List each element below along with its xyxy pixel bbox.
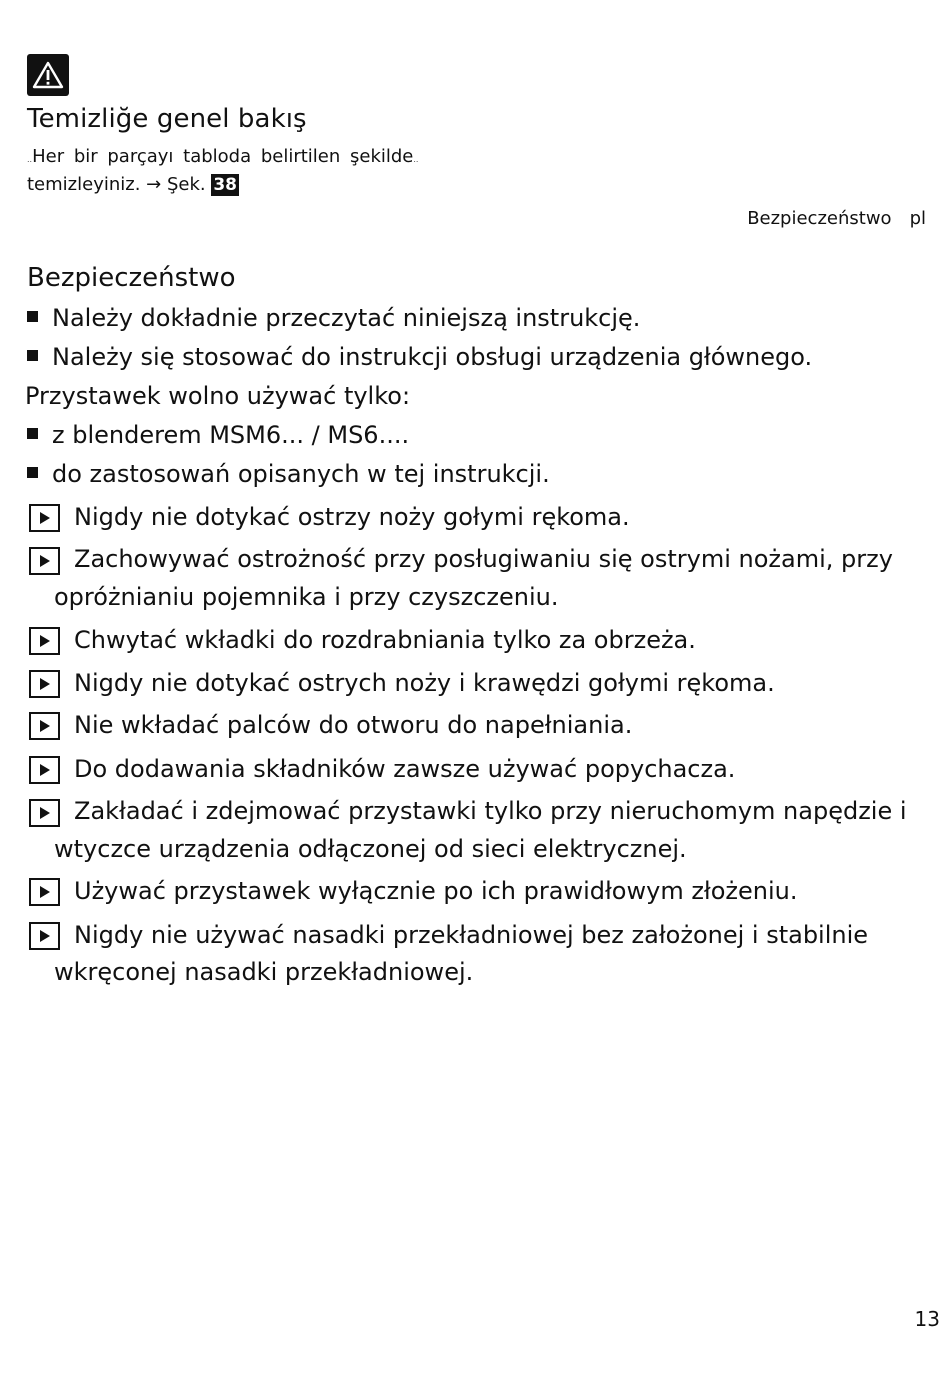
warning-item: Używać przystawek wyłącznie po ich prawidłowym złożeniu. <box>74 877 798 905</box>
play-arrow-icon <box>29 878 60 906</box>
warning-item: Do dodawania składników zawsze używać popychacza. <box>74 755 736 783</box>
warning-item: Nigdy nie używać nasadki przekładniowej bez założonej i stabilnie <box>74 921 869 949</box>
page-number: 13 <box>914 1307 940 1331</box>
tr-section-title: Temizliğe genel bakış <box>27 104 307 134</box>
play-arrow-icon <box>29 756 60 784</box>
play-arrow-icon <box>29 670 60 698</box>
figure-ref-badge: 38 <box>213 175 237 195</box>
bullet-item: Należy dokładnie przeczytać niniejszą instrukcję. <box>27 304 640 332</box>
running-header <box>747 208 926 229</box>
warning-item: Zakładać i zdejmować przystawki tylko przy nieruchomym napędzie i <box>74 797 907 825</box>
pl-section-title: Bezpieczeństwo <box>27 263 236 293</box>
play-arrow-icon <box>29 799 60 827</box>
square-bullet-icon <box>27 311 38 322</box>
play-arrow-icon <box>29 627 60 655</box>
play-arrow-icon <box>29 712 60 740</box>
play-arrow-icon <box>29 547 60 575</box>
warning-item-continuation: wkręconej nasadki przekładniowej. <box>54 958 474 986</box>
warning-item: Zachowywać ostrożność przy posługiwaniu się ostrymi nożami, przy <box>74 545 893 573</box>
warning-item: Nigdy nie dotykać ostrych noży i krawędzi gołymi rękoma. <box>74 669 775 697</box>
bullet-item: z blenderem MSM6... / MS6.... <box>27 421 409 449</box>
square-bullet-icon <box>27 467 38 478</box>
play-arrow-icon <box>29 922 60 950</box>
dots-left: .. <box>27 155 33 164</box>
play-arrow-icon <box>29 504 60 532</box>
warning-item-continuation: opróżnianiu pojemnika i przy czyszczeniu. <box>54 583 559 611</box>
bullet-item: Należy się stosować do instrukcji obsługi urządzenia głównego. <box>27 343 812 371</box>
square-bullet-icon <box>27 428 38 439</box>
warning-item: Chwytać wkładki do rozdrabniania tylko za obrzeża. <box>74 626 696 654</box>
dots-right: .. <box>413 155 419 164</box>
bullet-item: do zastosowań opisanych w tej instrukcji. <box>27 460 550 488</box>
square-bullet-icon <box>27 350 38 361</box>
tr-instruction-text-1: Her bir parçayı tabloda belirtilen şekilde <box>32 146 414 167</box>
warning-triangle-icon <box>27 54 69 96</box>
running-header-section: Bezpieczeństwo <box>747 208 892 229</box>
tr-instruction-line-1 <box>27 146 418 167</box>
tr-instruction-line-2 <box>27 174 239 196</box>
running-header-lang: pl <box>909 208 926 229</box>
warning-item-continuation: wtyczce urządzenia odłączonej od sieci elektrycznej. <box>54 835 687 863</box>
intro-line: Przystawek wolno używać tylko: <box>25 382 411 410</box>
warning-item: Nigdy nie dotykać ostrzy noży gołymi rękoma. <box>74 503 630 531</box>
warning-item: Nie wkładać palców do otworu do napełniania. <box>74 711 633 739</box>
tr-instruction-text-2: temizleyiniz. → Şek. <box>27 174 206 195</box>
